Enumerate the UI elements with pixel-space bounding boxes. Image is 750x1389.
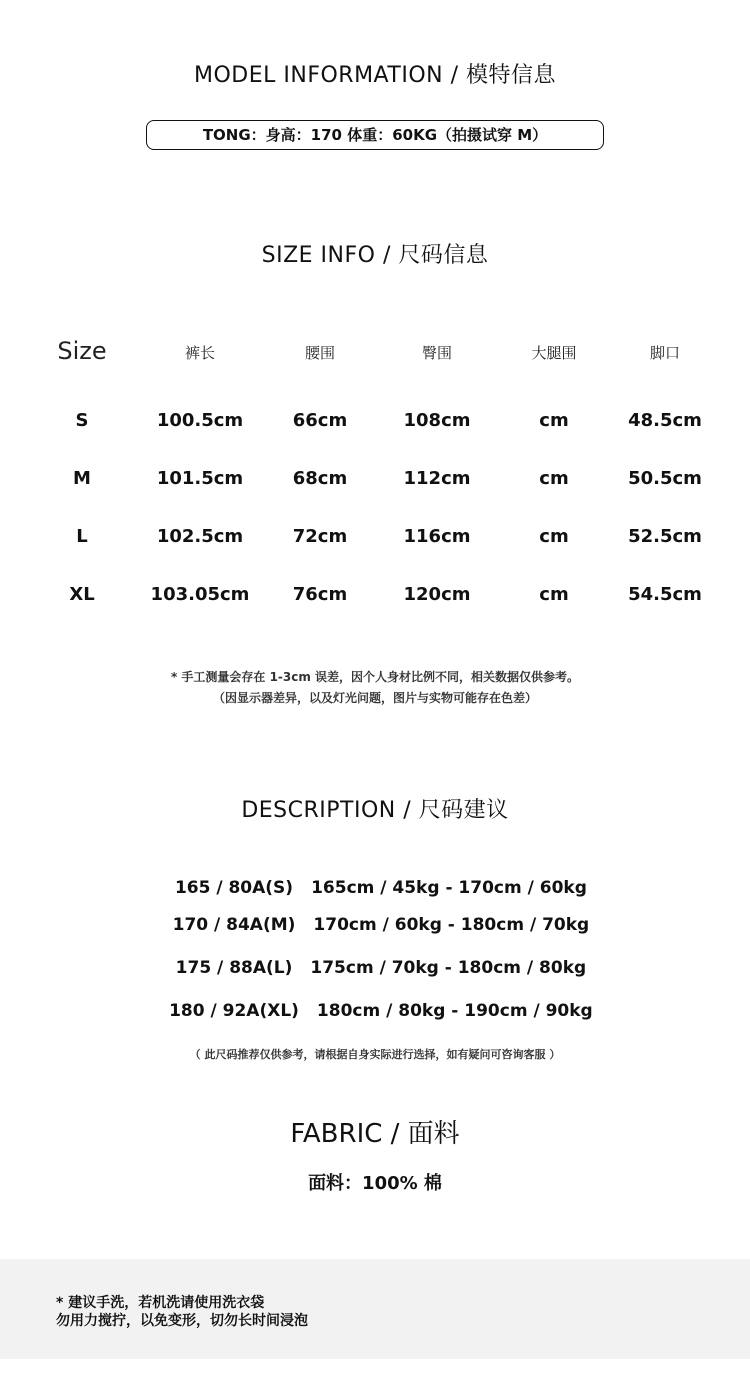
table-cell: 50.5cm <box>628 468 702 489</box>
table-cell: cm <box>539 410 569 431</box>
size-range: 165cm / 45kg - 170cm / 60kg <box>311 878 587 898</box>
size-recommendation-note: （ 此尺码推荐仅供参考，请根据自身实际进行选择，如有疑问可咨询客服 ） <box>189 1048 561 1061</box>
table-row-size: XL <box>69 584 95 605</box>
table-cell: 54.5cm <box>628 584 702 605</box>
size-range: 175cm / 70kg - 180cm / 80kg <box>310 958 587 978</box>
table-cell: 112cm <box>403 468 471 489</box>
description-section-title: DESCRIPTION / 尺码建议 <box>241 798 509 823</box>
fabric-value: 面料：100% 棉 <box>308 1173 442 1194</box>
table-cell: cm <box>539 468 569 489</box>
table-cell: cm <box>539 526 569 547</box>
care-line-1: * 建议手洗，若机洗请使用洗衣袋 <box>56 1295 265 1311</box>
model-section-title: MODEL INFORMATION / 模特信息 <box>193 63 556 88</box>
list-item <box>0 895 750 935</box>
table-cell: 72cm <box>292 526 348 547</box>
thigh-header: 大腿围 <box>531 344 577 362</box>
table-cell: 101.5cm <box>156 468 244 489</box>
size-label: 165 / 80A(S) <box>174 878 294 898</box>
table-cell: 102.5cm <box>156 526 244 547</box>
size-section-title: SIZE INFO / 尺码信息 <box>261 243 489 268</box>
hip-header: 臀围 <box>421 344 452 362</box>
fabric-section-title: FABRIC / 面料 <box>290 1119 460 1149</box>
care-line-2: 勿用力搅拧，以免变形，切勿长时间浸泡 <box>56 1313 308 1329</box>
waist-header: 腰围 <box>304 344 335 362</box>
table-cell: 48.5cm <box>628 410 702 431</box>
table-cell: 100.5cm <box>156 410 244 431</box>
list-item <box>0 981 750 1021</box>
table-cell: 66cm <box>292 410 348 431</box>
table-row-size: S <box>75 410 89 431</box>
pants-length-header: 裤长 <box>184 344 215 362</box>
table-cell: 108cm <box>403 410 471 431</box>
size-range: 170cm / 60kg - 180cm / 70kg <box>313 915 590 935</box>
size-header: Size <box>57 337 107 365</box>
size-label: 170 / 84A(M) <box>172 915 296 935</box>
size-label: 175 / 88A(L) <box>175 958 293 978</box>
table-cell: 76cm <box>292 584 348 605</box>
table-row-size: L <box>76 526 88 547</box>
table-cell: 68cm <box>292 468 348 489</box>
size-label: 180 / 92A(XL) <box>169 1001 299 1021</box>
model-info-box: TONG：身高：170 体重：60KG（拍摄试穿 M） <box>146 120 604 150</box>
table-row-size: M <box>73 468 91 489</box>
table-cell: 116cm <box>403 526 471 547</box>
hem-header: 脚口 <box>649 344 680 362</box>
table-cell: 120cm <box>403 584 471 605</box>
table-cell: cm <box>539 584 569 605</box>
color-difference-note: （因显示器差异，以及灯光问题，图片与实物可能存在色差） <box>212 691 537 705</box>
measurement-note: * 手工测量会存在 1-3cm 误差，因个人身材比例不同，相关数据仅供参考。 <box>170 670 580 684</box>
size-range: 180cm / 80kg - 190cm / 90kg <box>316 1001 593 1021</box>
table-cell: 52.5cm <box>628 526 702 547</box>
list-item <box>0 858 750 898</box>
list-item <box>0 938 750 978</box>
table-cell: 103.05cm <box>150 584 250 605</box>
